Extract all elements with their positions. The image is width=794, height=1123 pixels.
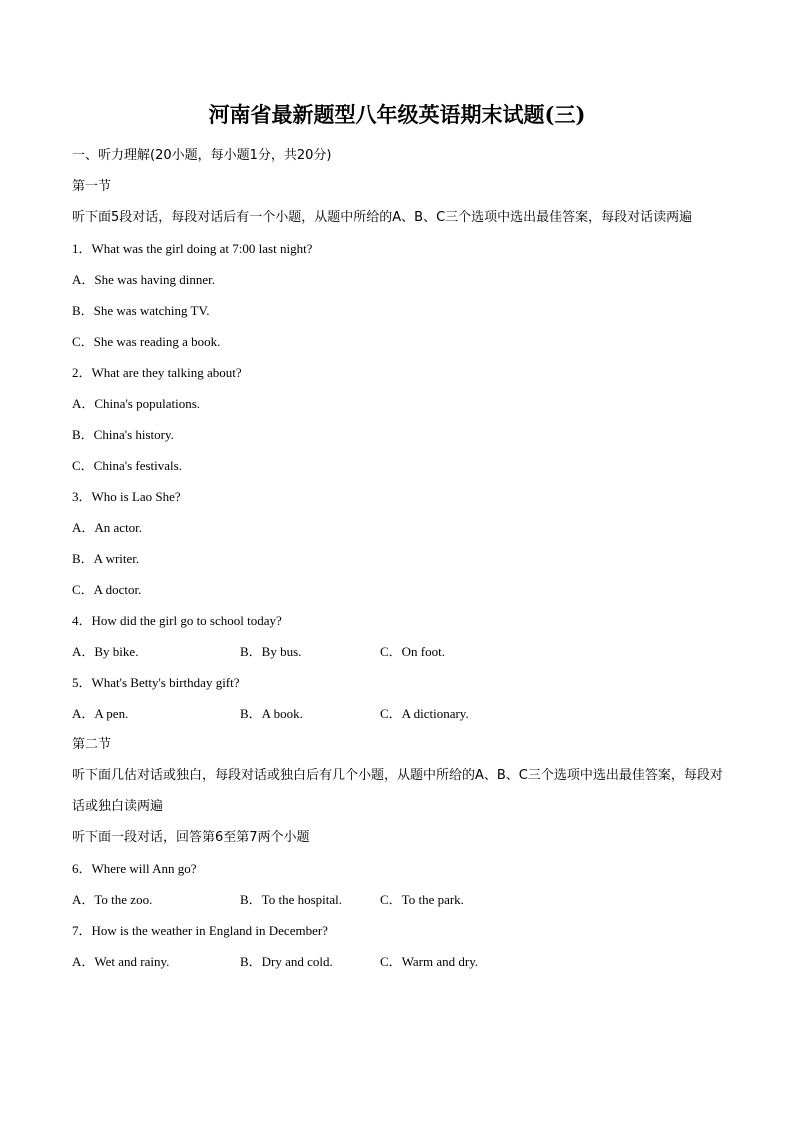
- option-b: B．A book.: [240, 706, 303, 721]
- options-row: [72, 698, 732, 729]
- question-2: 2．What are they talking about?: [72, 365, 242, 380]
- option-a: A．An actor.: [72, 520, 143, 535]
- part-heading: 第二节: [72, 737, 112, 752]
- question-4: 4．How did the girl go to school today?: [72, 613, 282, 628]
- section-header: 一、听力理解(20小题，每小题1分，共20分): [72, 148, 332, 163]
- option-a: A．A pen.: [72, 706, 129, 721]
- part-heading: 第一节: [72, 179, 112, 194]
- option-c: C．A dictionary.: [380, 706, 469, 721]
- option-c: C．She was reading a book.: [72, 334, 221, 349]
- option-b: B．To the hospital.: [240, 892, 343, 907]
- option-a: A．By bike.: [72, 644, 139, 659]
- part-instructions: 听下面几估对话或独白，每段对话或独白后有几个小题，从题中所给的A、B、C三个选项中选出最佳答案，每段对话或独白读两遍: [72, 768, 723, 814]
- option-b: B．She was watching TV.: [72, 303, 210, 318]
- option-c: C．A doctor.: [72, 582, 142, 597]
- exam-content: [72, 140, 732, 977]
- options-row: [72, 636, 732, 667]
- option-a: A．Wet and rainy.: [72, 954, 170, 969]
- option-b: B．China's history.: [72, 427, 174, 442]
- option-a: A．China's populations.: [72, 396, 201, 411]
- option-c: C．To the park.: [380, 892, 464, 907]
- question-7: 7．How is the weather in England in December?: [72, 923, 328, 938]
- option-c: C．Warm and dry.: [380, 954, 479, 969]
- option-c: C．China's festivals.: [72, 458, 182, 473]
- option-a: A．She was having dinner.: [72, 272, 215, 287]
- part-instructions: 听下面5段对话，每段对话后有一个小题，从题中所给的A、B、C三个选项中选出最佳答案，每段对话读两遍: [72, 210, 693, 225]
- option-b: B．Dry and cold.: [240, 954, 333, 969]
- question-6: 6．Where will Ann go?: [72, 861, 197, 876]
- options-row: [72, 884, 732, 915]
- option-c: C．On foot.: [380, 644, 446, 659]
- option-b: B．A writer.: [72, 551, 140, 566]
- option-a: A．To the zoo.: [72, 892, 153, 907]
- question-5: 5．What's Betty's birthday gift?: [72, 675, 240, 690]
- sub-instructions: 听下面一段对话，回答第6至第7两个小题: [72, 830, 310, 845]
- option-b: B．By bus.: [240, 644, 302, 659]
- page-title: 河南省最新题型八年级英语期末试题(三): [208, 102, 586, 127]
- question-3: 3．Who is Lao She?: [72, 489, 181, 504]
- options-row: [72, 946, 732, 977]
- question-1: 1．What was the girl doing at 7:00 last night?: [72, 241, 313, 256]
